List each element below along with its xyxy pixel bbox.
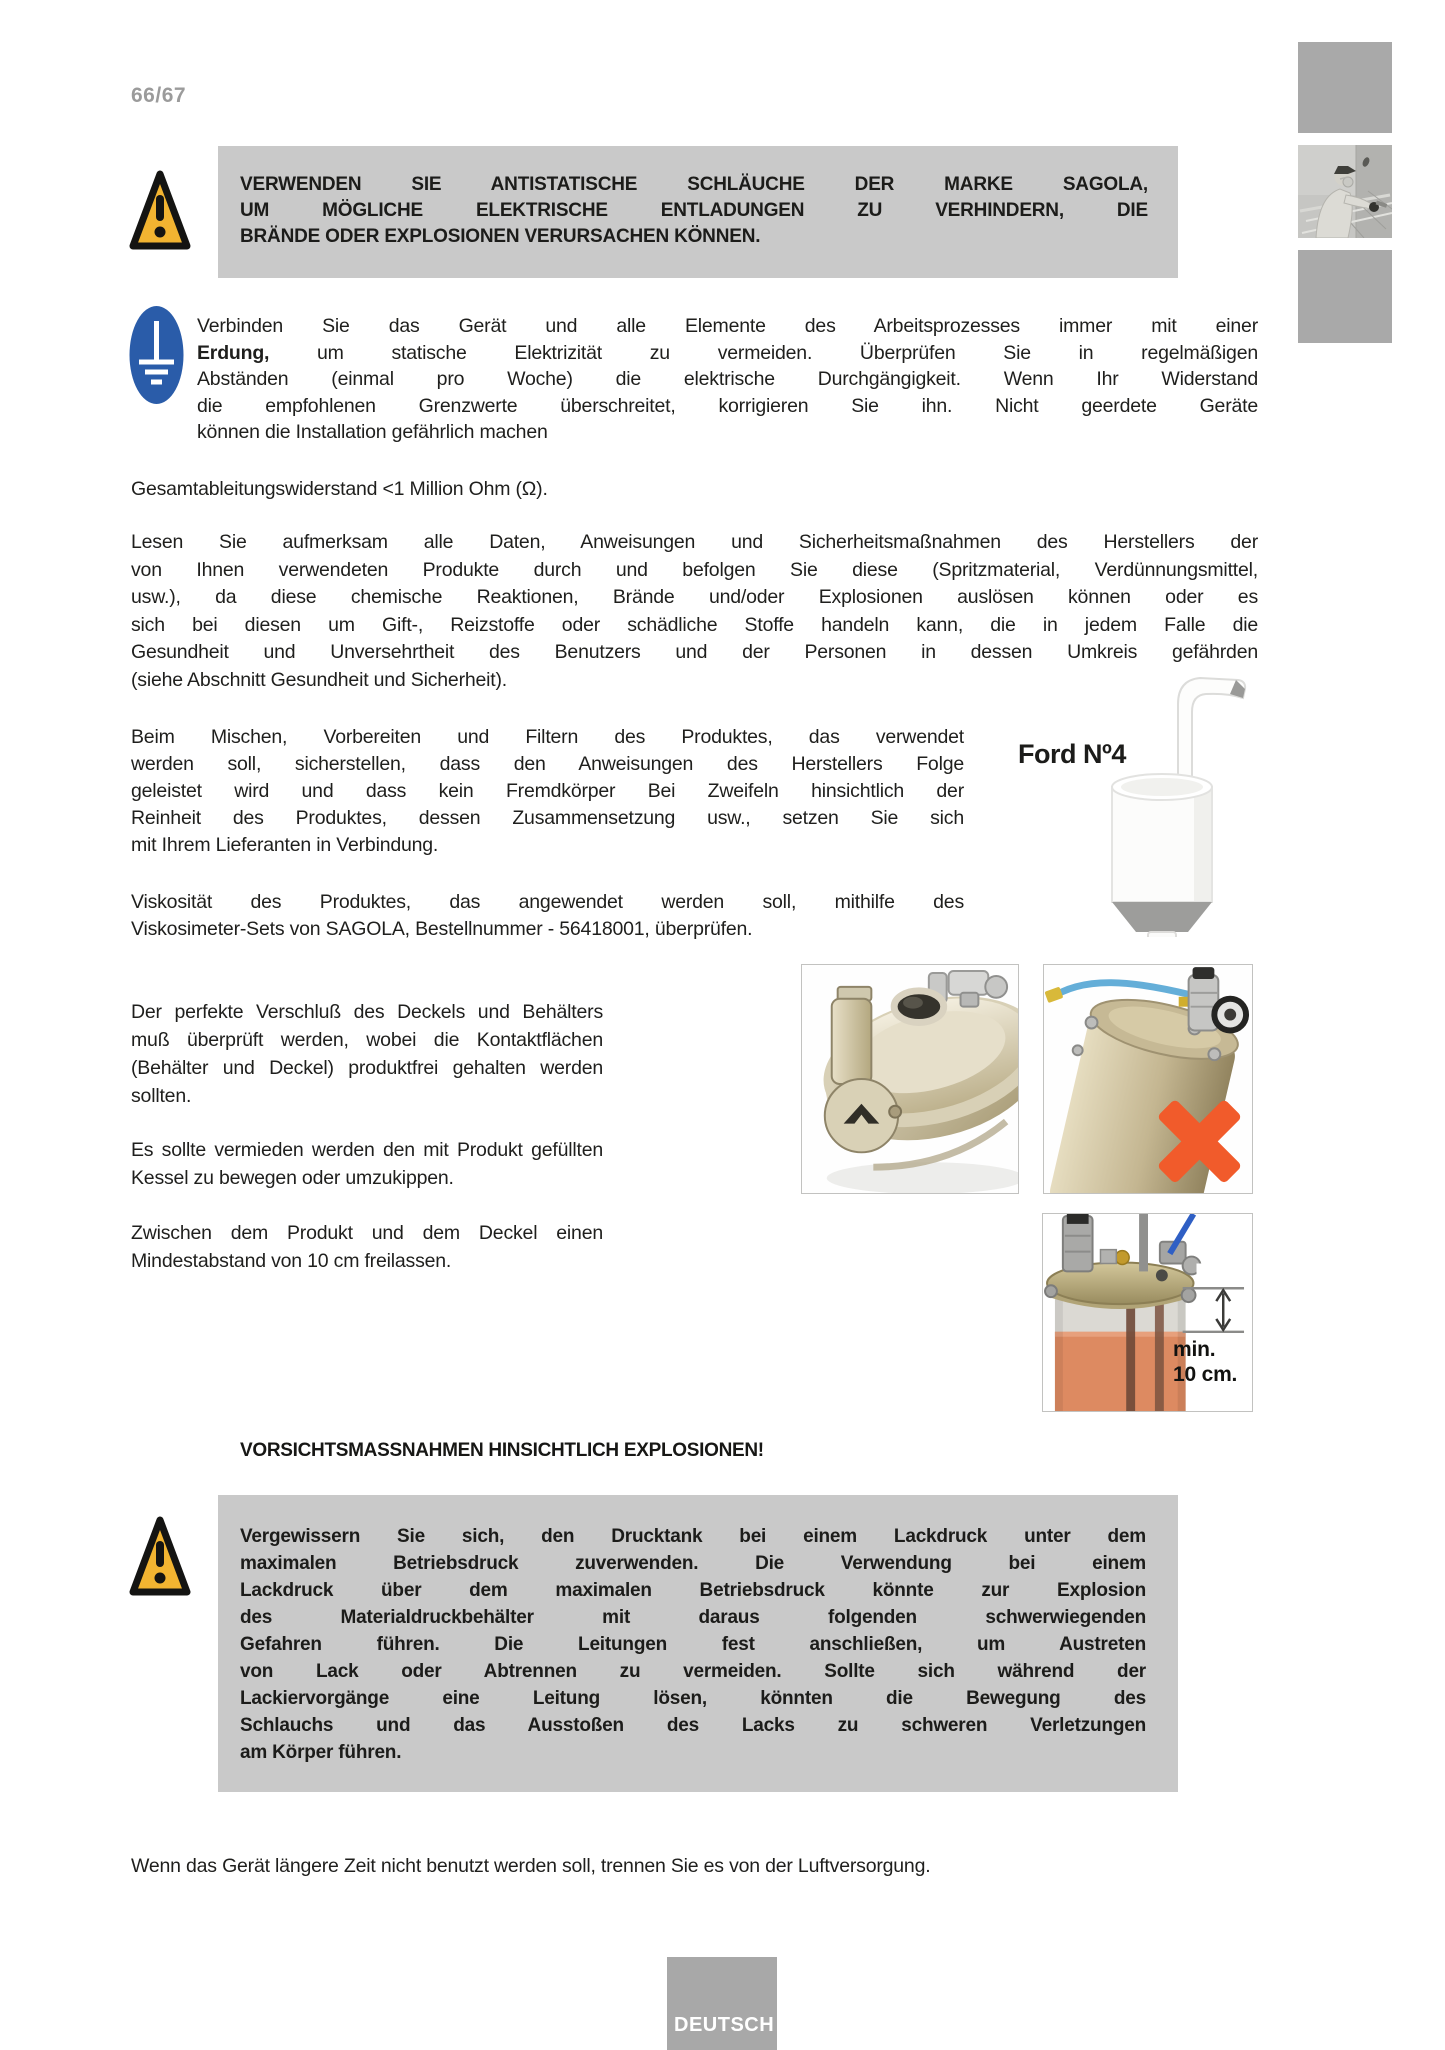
- language-tab-label: DEUTSCH: [674, 2014, 775, 2036]
- paragraph-line: von Ihnen verwendeten Produkte durch und befolgen Sie diese (Spritzmaterial, Verdünnungsmittel,: [131, 558, 1258, 581]
- resistance-note: Gesamtableitungswiderstand <1 Million Ohm (Ω).: [131, 478, 548, 500]
- paragraph-line: usw.), da diese chemische Reaktionen, Brände und/oder Explosionen auslösen können oder es: [131, 586, 1258, 608]
- paragraph-line: Erdung, um statische Elektrizität zu vermeiden. Überprüfen Sie in regelmäßigen: [197, 341, 1258, 364]
- read-instructions-paragraph: [131, 529, 1258, 694]
- paragraph-line: werden soll, sicherstellen, dass den Anweisungen des Herstellers Folge: [131, 753, 964, 775]
- warning-line: BRÄNDE ODER EXPLOSIONEN VERURSACHEN KÖNNEN.: [240, 226, 761, 247]
- paragraph-line: Kessel zu bewegen oder umzukippen.: [131, 1167, 454, 1189]
- grounding-paragraph: [197, 313, 1258, 446]
- page-number: 66/67: [131, 84, 187, 107]
- storage-note: Wenn das Gerät längere Zeit nicht benutzt werden soll, trennen Sie es von der Luftversorgung.: [131, 1855, 931, 1877]
- paragraph-line: Der perfekte Verschluß des Deckels und Behälters: [131, 1001, 603, 1023]
- warning-line: Lackiervorgänge eine Leitung lösen, könnten die Bewegung des: [240, 1688, 1146, 1709]
- paragraph-line: geleistet wird und dass kein Fremdkörper Bei Zweifeln hinsichtlich der: [131, 780, 964, 802]
- warning-line: am Körper führen.: [240, 1742, 402, 1763]
- viscosity-paragraph: [131, 889, 964, 943]
- ground-protective-earth-icon: [128, 304, 185, 406]
- min-distance-label: [1173, 1337, 1237, 1387]
- language-tab: [667, 1957, 777, 2050]
- paragraph-line: Reinheit des Produktes, dessen Zusammensetzung usw., setzen Sie sich: [131, 807, 964, 829]
- tank-lid-closeup-photo: [801, 964, 1019, 1194]
- min-distance-label-line2: 10 cm.: [1173, 1363, 1238, 1386]
- warning-triangle-icon: [128, 166, 192, 254]
- min-distance-label-line1: min.: [1173, 1338, 1216, 1361]
- decorative-gray-square: [1298, 42, 1392, 133]
- viscosity-cup-illustration: [1100, 662, 1260, 937]
- paragraph-line: können die Installation gefährlich machen: [197, 421, 548, 443]
- ford-cup-label: Ford Nº4: [1018, 739, 1126, 769]
- paragraph-line: Es sollte vermieden werden den mit Produkt gefüllten: [131, 1139, 603, 1161]
- paragraph-line: (Behälter und Deckel) produktfrei gehalten werden: [131, 1057, 603, 1079]
- paragraph-line: Viskosimeter-Sets von SAGOLA, Bestellnummer - 56418001, überprüfen.: [131, 918, 753, 940]
- paragraph-line: sollten.: [131, 1085, 192, 1107]
- warning-line: maximalen Betriebsdruck zuverwenden. Die Verwendung bei einem: [240, 1553, 1146, 1574]
- min-distance-paragraph: [131, 1219, 603, 1275]
- spray-painter-photo: [1298, 145, 1392, 238]
- pressure-warning-box: [218, 1495, 1178, 1792]
- spray-painter-photo-graphic: [1298, 145, 1392, 238]
- warning-line: Schlauchs und das Ausstoßen des Lacks zu schweren Verletzungen: [240, 1715, 1146, 1736]
- antistatic-warning-box: [218, 146, 1178, 278]
- lid-seal-paragraph: [131, 998, 603, 1110]
- warning-line: UM MÖGLICHE ELEKTRISCHE ENTLADUNGEN ZU VERHINDERN, DIE: [240, 200, 1148, 221]
- decorative-gray-square: [1298, 250, 1392, 343]
- warning-triangle-icon: [128, 1512, 192, 1600]
- paragraph-line: Verbinden Sie das Gerät und alle Elemente des Arbeitsprozesses immer mit einer: [197, 315, 1258, 337]
- paragraph-line: Zwischen dem Produkt und dem Deckel einen: [131, 1222, 603, 1244]
- paragraph-line: Beim Mischen, Vorbereiten und Filtern des Produktes, das verwendet: [131, 726, 964, 748]
- paragraph-line: Lesen Sie aufmerksam alle Daten, Anweisungen und Sicherheitsmaßnahmen des Herstellers der: [131, 531, 1258, 553]
- warning-line: VERWENDEN SIE ANTISTATISCHE SCHLÄUCHE DER MARKE SAGOLA,: [240, 174, 1148, 195]
- bold-term: Erdung,: [197, 341, 270, 364]
- do-not-move-paragraph: [131, 1136, 603, 1192]
- paragraph-line: Mindestabstand von 10 cm freilassen.: [131, 1250, 452, 1272]
- paragraph-line: muß überprüft werden, wobei die Kontaktflächen: [131, 1029, 603, 1051]
- do-not-tilt-tank-photo: [1043, 964, 1253, 1194]
- paragraph-line: mit Ihrem Lieferanten in Verbindung.: [131, 834, 439, 856]
- warning-line: des Materialdruckbehälter mit daraus folgenden schwerwiegenden: [240, 1607, 1146, 1628]
- warning-line: Gefahren führen. Die Leitungen fest anschließen, um Austreten: [240, 1634, 1146, 1655]
- paragraph-line: sich bei diesen um Gift-, Reizstoffe oder schädliche Stoffe handeln kann, die in jedem Falle die: [131, 613, 1258, 636]
- explosion-precautions-heading: VORSICHTSMASSNAHMEN HINSICHTLICH EXPLOSIONEN!: [240, 1440, 764, 1461]
- paragraph-line: Abständen (einmal pro Woche) die elektrische Durchgängigkeit. Wenn Ihr Widerstand: [197, 368, 1258, 390]
- warning-line: Vergewissern Sie sich, den Drucktank bei einem Lackdruck unter dem: [240, 1526, 1146, 1547]
- warning-line: von Lack oder Abtrennen zu vermeiden. Sollte sich während der: [240, 1661, 1146, 1682]
- paragraph-line: die empfohlenen Grenzwerte überschreitet, korrigieren Sie ihn. Nicht geerdete Geräte: [197, 394, 1258, 417]
- paragraph-line: (siehe Abschnitt Gesundheit und Sicherheit).: [131, 668, 508, 691]
- paragraph-line: Gesundheit und Unversehrtheit des Benutzers und der Personen in dessen Umkreis gefährden: [131, 641, 1258, 663]
- mixing-paragraph: [131, 724, 964, 859]
- warning-line: Lackdruck über dem maximalen Betriebsdruck könnte zur Explosion: [240, 1580, 1146, 1601]
- paragraph-line: Viskosität des Produktes, das angewendet werden soll, mithilfe des: [131, 891, 964, 913]
